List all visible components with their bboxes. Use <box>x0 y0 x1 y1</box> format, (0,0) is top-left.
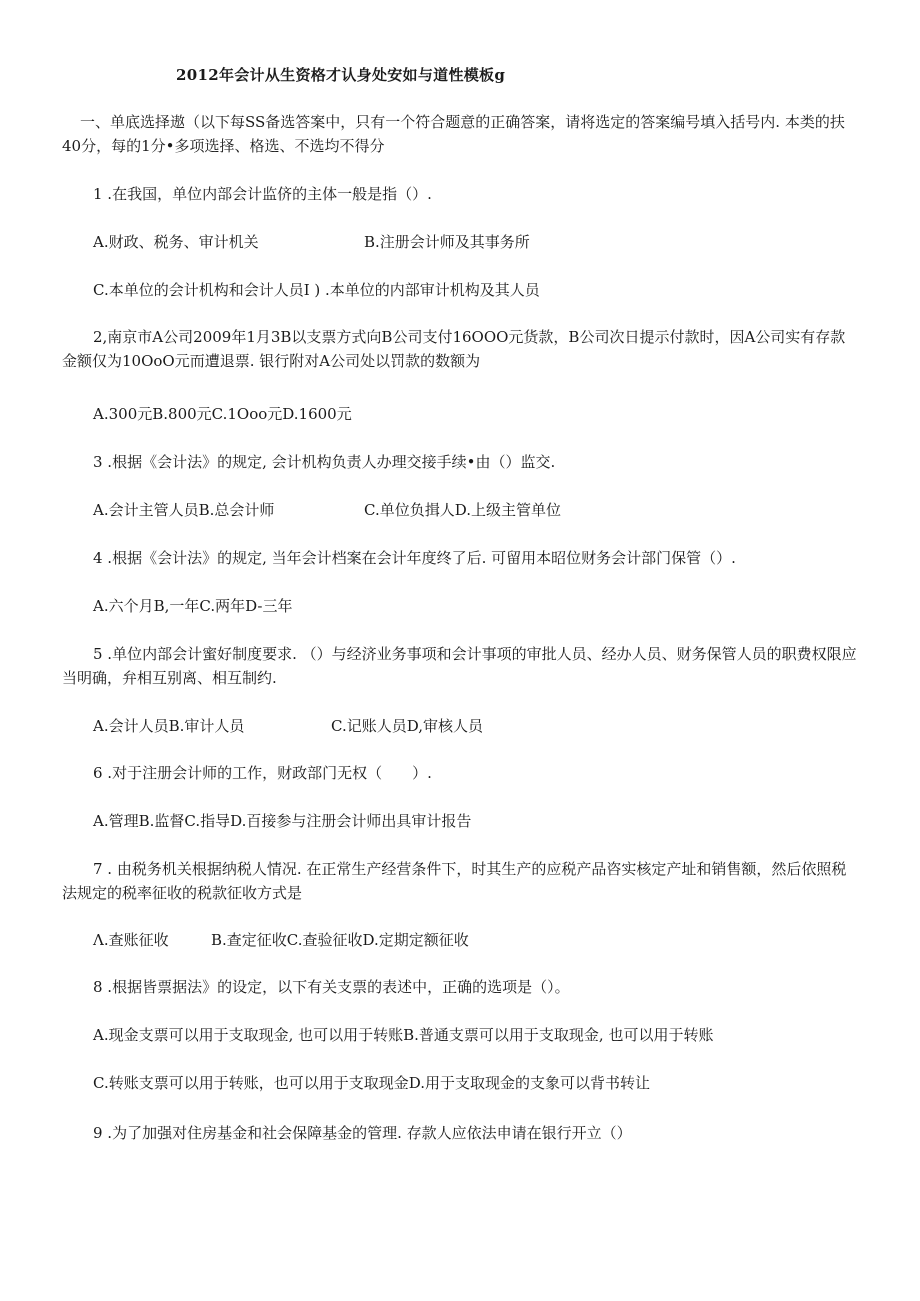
question-3: 3 .根据《会计法》的规定, 会计机构负责人办理交接手续•由（）监交. <box>93 453 556 471</box>
question-1-option-a: A.财政、税务、审计机关 <box>93 233 259 251</box>
question-9: 9 .为了加强对住房基金和社会保障基金的管理. 存款人应依法申请在银行开立（） <box>93 1124 632 1142</box>
question-2: 2,南京市A公司2009年1月3B以支票方式向B公司支付16OOO元货款，B公司次日提示付款时，因A公司实有存款金额仅为10OoO元而遭退票. 银行附对A公司处以罚款的数额为 <box>62 328 846 370</box>
question-5-option-cd: C.记账人员D,审核人员 <box>331 717 483 735</box>
question-2-options: A.300元B.800元C.1Ooo元D.1600元 <box>93 405 352 423</box>
question-5-option-ab: A.会计人员B.审计人员 <box>93 717 245 735</box>
question-1: 1 .在我国，单位内部会计监侪的主体一般是指（）. <box>93 185 432 203</box>
question-7-option-a: Λ.查账征收 <box>93 931 169 949</box>
question-3-option-cd: C.单位负揖人D.上级主管单位 <box>364 501 561 519</box>
question-8: 8 .根据皆票据法》的设定，以下有关支票的表述中，正确的选项是（）。 <box>93 978 570 996</box>
question-6-options: A.管理B.监督C.指导D.百接参与注册会计师出具审计报告 <box>93 812 472 830</box>
question-6: 6 .对于注册会计师的工作，财政部门无权（ ）. <box>93 764 432 782</box>
question-5: 5 .单位内部会计蜜好制度要求. （）与经济业务事项和会计事项的审批人员、经办人员、财务保管人员的职费权限应当明确，弁相互别离、相互制约. <box>62 645 857 687</box>
question-8-option-cd: C.转账支票可以用于转账，也可以用于支取现金D.用于支取现金的支象可以背书转让 <box>93 1074 650 1092</box>
question-1-option-cd: C.本单位的会计机构和会计人员I ) .本单位的内部审计机构及其人员 <box>93 281 540 299</box>
section-intro: 一、单底选择遨（以下每SS备选答案中，只有一个符合题意的正确答案，请将选定的答案编号填入括号内. 本类的扶40分，每的1分•多项选择、格选、不选均不得分 <box>62 113 845 155</box>
question-4: 4 .根据《会计法》的规定, 当年会计档案在会计年度终了后. 可留用本昭位财务会计部门保管（）. <box>93 549 736 567</box>
question-7-option-bcd: B.查定征收C.查验征收D.定期定额征收 <box>211 931 469 949</box>
question-1-option-b: B.注册会计师及其事务所 <box>364 233 530 251</box>
question-3-option-ab: A.会计主管人员B.总会计师 <box>93 501 275 519</box>
question-4-options: A.六个月B,一年C.两年D-三年 <box>93 597 293 615</box>
question-7: 7 . 由税务机关根据纳税人情况. 在正常生产经营条件下，时其生产的应税产品咨实核定产址和销售额，然后依照税法规定的税率征收的税款征收方式是 <box>62 860 847 902</box>
question-8-option-ab: A.现金支票可以用于支取现金, 也可以用于转账B.普通支票可以用于支取现金, 也可以用于转账 <box>93 1026 714 1044</box>
document-title: 2012年会计从生资格才认身处安如与道性模板g <box>176 66 506 84</box>
